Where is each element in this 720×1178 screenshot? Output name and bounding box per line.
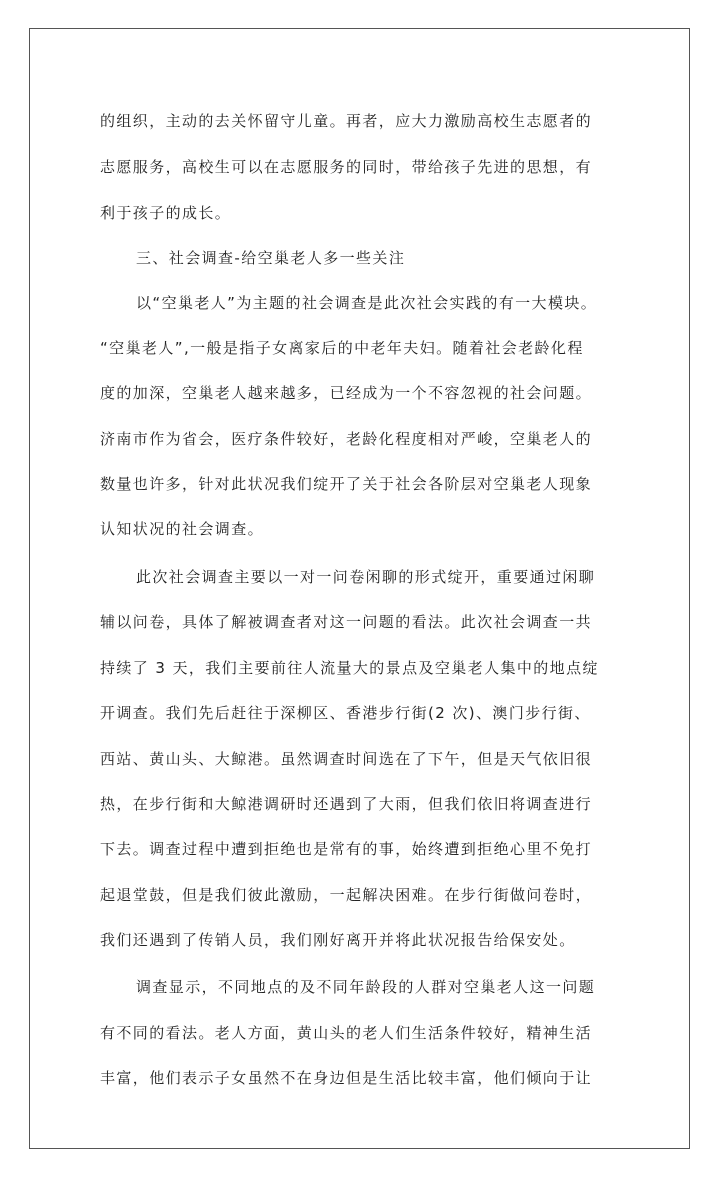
text-line: 西站、黄山头、大鲸港。虽然调查时间选在了下午，但是天气依旧很	[100, 750, 593, 768]
text-line: 起退堂鼓，但是我们彼此激励，一起解决困难。在步行街做问卷时，	[100, 886, 593, 904]
text-line: “空巢老人”,一般是指子女离家后的中老年夫妇。随着社会老龄化程	[100, 339, 584, 357]
text-line: 志愿服务，高校生可以在志愿服务的同时，带给孩子先进的思想，有	[100, 158, 593, 176]
text-line: 此次社会调查主要以一对一问卷闲聊的形式绽开，重要通过闲聊	[136, 568, 596, 586]
text-line: 数量也许多，针对此状况我们绽开了关于社会各阶层对空巢老人现象	[100, 475, 593, 493]
text-line: 有不同的看法。老人方面，黄山头的老人们生活条件较好，精神生活	[100, 1024, 593, 1042]
text-line: 热，在步行街和大鲸港调研时还遇到了大雨，但我们依旧将调查进行	[100, 795, 593, 813]
text-line: 的组织，主动的去关怀留守儿童。再者，应大力激励高校生志愿者的	[100, 112, 593, 130]
text-line: 利于孩子的成长。	[100, 204, 232, 222]
text-line: 调查显示，不同地点的及不同年龄段的人群对空巢老人这一问题	[136, 978, 596, 996]
text-line: 以“空巢老人”为主题的社会调查是此次社会实践的有一大模块。	[136, 294, 598, 312]
section-heading: 三、社会调查-给空巢老人多一些关注	[136, 249, 406, 267]
text-line: 济南市作为省会，医疗条件较好，老龄化程度相对严峻，空巢老人的	[100, 430, 593, 448]
text-line: 下去。调查过程中遭到拒绝也是常有的事，始终遭到拒绝心里不免打	[100, 840, 593, 858]
text-line: 开调查。我们先后赶往于深柳区、香港步行街(2 次)、澳门步行街、	[100, 704, 591, 722]
document-page	[29, 28, 690, 1149]
text-line: 认知状况的社会调查。	[100, 520, 265, 538]
text-line: 辅以问卷，具体了解被调查者对这一问题的看法。此次社会调查一共	[100, 613, 593, 631]
text-line: 丰富，他们表示子女虽然不在身边但是生活比较丰富，他们倾向于让	[100, 1069, 593, 1087]
text-line: 持续了 3 天，我们主要前往人流量大的景点及空巢老人集中的地点绽	[100, 659, 599, 677]
text-line: 我们还遇到了传销人员，我们刚好离开并将此状况报告给保安处。	[100, 931, 576, 949]
text-line: 度的加深，空巢老人越来越多，已经成为一个不容忽视的社会问题。	[100, 384, 593, 402]
